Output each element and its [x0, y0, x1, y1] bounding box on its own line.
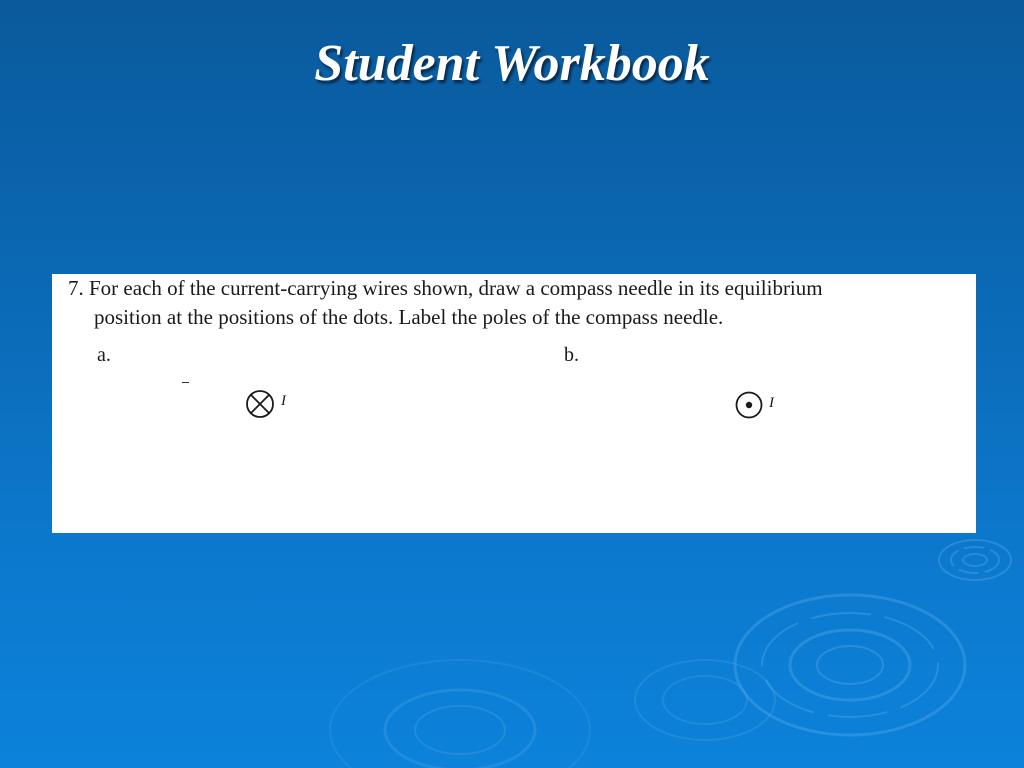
part-a-label: a.: [97, 344, 111, 366]
current-label-a: I: [281, 393, 286, 409]
slide-title: Student Workbook: [314, 35, 710, 92]
stray-mark: [182, 382, 189, 383]
current-out-of-page-icon: [734, 390, 764, 420]
current-into-page-icon: [244, 388, 276, 420]
question-line-2: position at the positions of the dots. Label the poles of the compass needle.: [94, 305, 724, 329]
part-b-label: b.: [564, 344, 579, 366]
current-label-b: I: [769, 395, 774, 411]
question-line-1: 7. For each of the current-carrying wires shown, draw a compass needle in its equilibrium: [68, 276, 823, 300]
worksheet-scan: [52, 274, 976, 533]
question-text: [68, 274, 823, 332]
